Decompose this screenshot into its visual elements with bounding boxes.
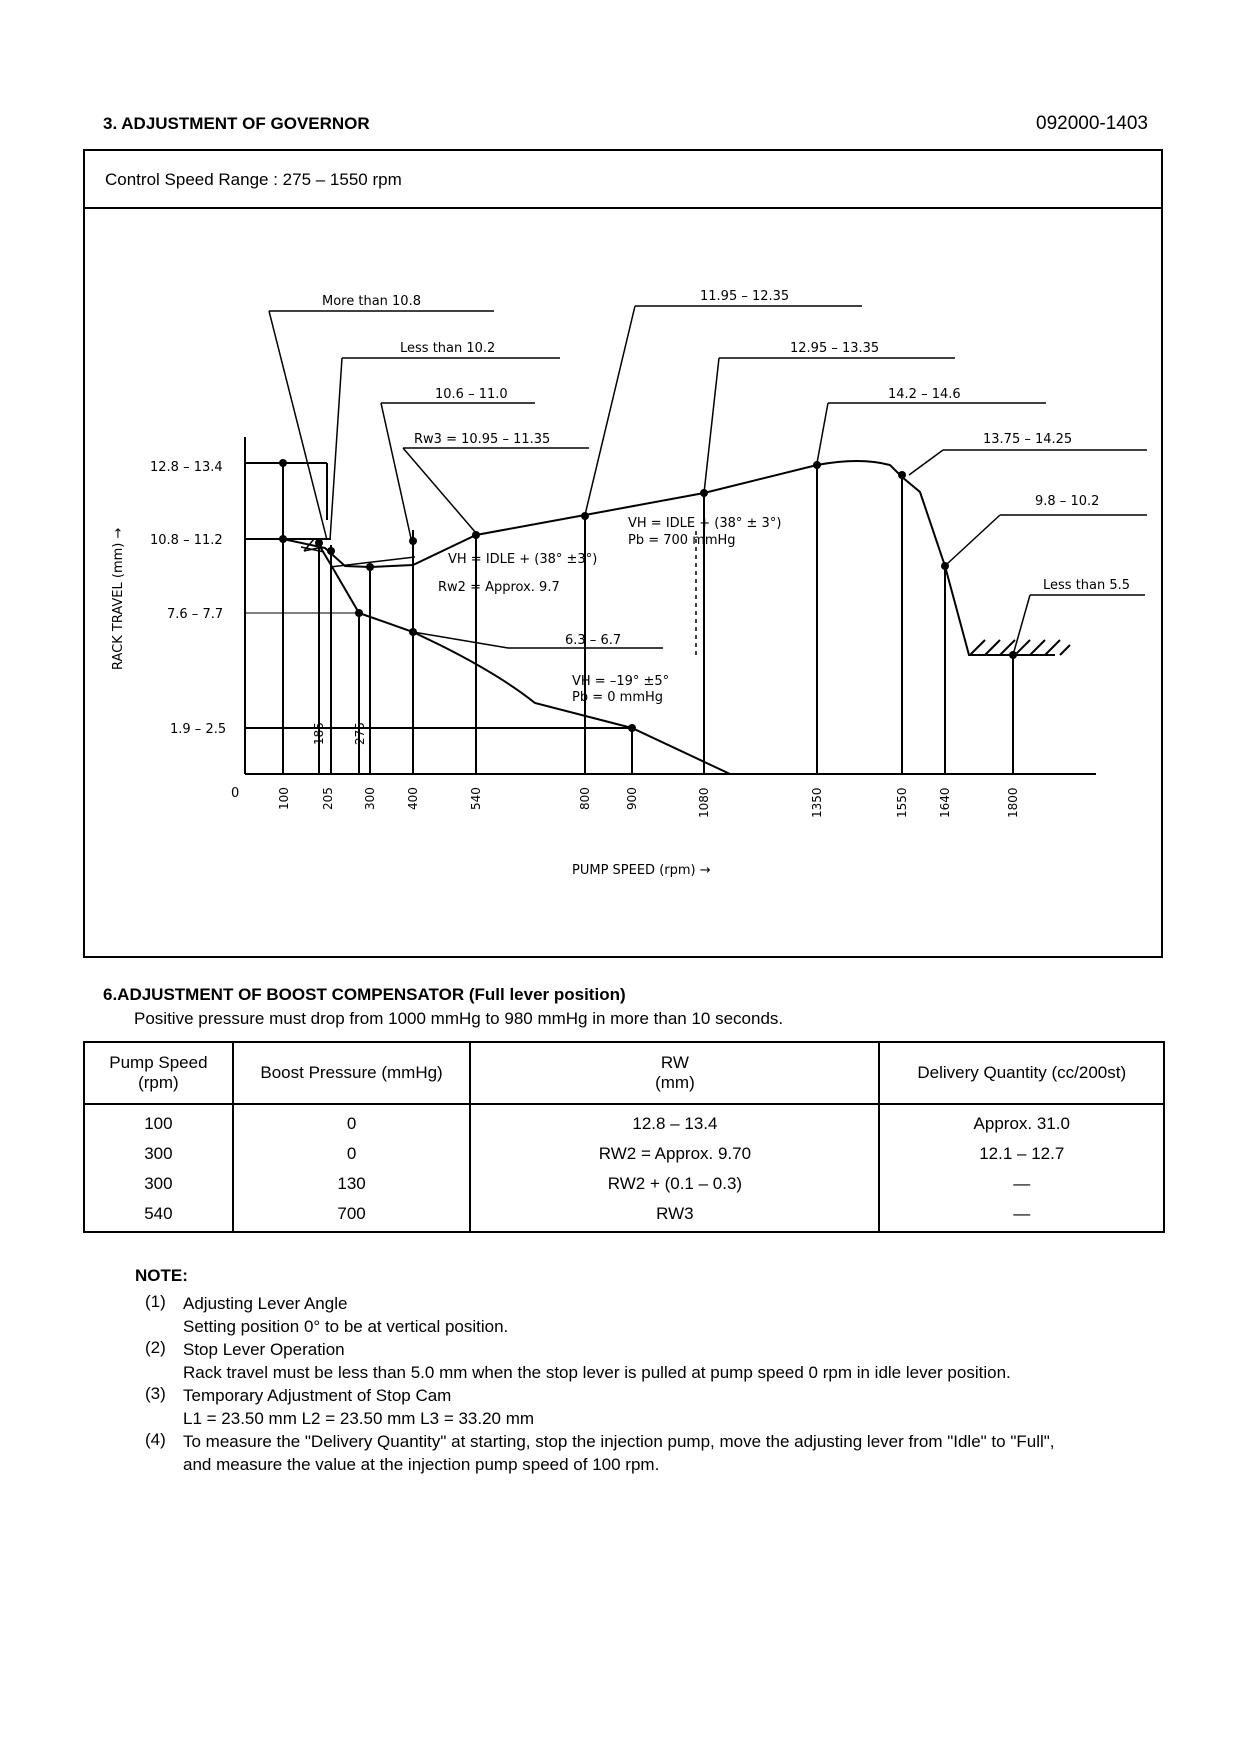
- note-text: Rack travel must be less than 5.0 mm when the stop lever is pulled at pump speed 0 rpm in idle lever position.: [183, 1363, 1011, 1382]
- callout-vh-neg: VH = –19° ±5°: [572, 674, 670, 689]
- col-rw: RW (mm): [470, 1042, 879, 1104]
- cell: RW2 + (0.1 – 0.3): [470, 1169, 879, 1199]
- callout-13-75: 13.75 – 14.25: [983, 432, 1073, 447]
- callout-less-than-10-2: Less than 10.2: [400, 341, 496, 356]
- note-text: and measure the value at the injection pump speed of 100 rpm.: [183, 1455, 660, 1474]
- x-tick-label: 400: [406, 787, 420, 810]
- cell: 100: [84, 1104, 233, 1139]
- inner-tick-label: 185: [312, 722, 326, 745]
- callout-vh-idle-right: VH = IDLE + (38° ± 3°): [628, 516, 782, 531]
- x-tick-label: 100: [277, 787, 291, 810]
- note-heading: To measure the "Delivery Quantity" at starting, stop the injection pump, move the adjusting lever from "Idle" to "Full",: [183, 1432, 1055, 1451]
- y-tick-label: 12.8 – 13.4: [150, 460, 223, 475]
- cell: 300: [84, 1139, 233, 1169]
- table-header-row: [84, 1042, 1164, 1104]
- x-tick-label: 205: [321, 787, 335, 810]
- x-tick-label: 800: [578, 787, 592, 810]
- cell: 12.8 – 13.4: [470, 1104, 879, 1139]
- boost-compensator-subtitle: Positive pressure must drop from 1000 mmHg to 980 mmHg in more than 10 seconds.: [134, 1009, 784, 1028]
- cell: 540: [84, 1199, 233, 1232]
- note-number: (3): [145, 1384, 166, 1403]
- x-tick-label: 1080: [697, 787, 711, 818]
- note-item: [145, 1338, 1165, 1384]
- table-row: [84, 1199, 1164, 1232]
- table-row: [84, 1139, 1164, 1169]
- cell: —: [879, 1169, 1164, 1199]
- col-boost-pressure: Boost Pressure (mmHg): [233, 1042, 471, 1104]
- cell: 0: [233, 1104, 471, 1139]
- callout-less-than-5-5: Less than 5.5: [1043, 578, 1131, 593]
- y-tick-label: 10.8 – 11.2: [150, 533, 223, 548]
- origin-label: 0: [231, 786, 240, 801]
- cell: Approx. 31.0: [879, 1104, 1164, 1139]
- boost-compensator-table: [83, 1041, 1165, 1233]
- stop-hatch: [970, 640, 1070, 655]
- notes-list: [145, 1292, 1165, 1476]
- cell: 0: [233, 1139, 471, 1169]
- note-number: (1): [145, 1292, 166, 1311]
- note-text: Setting position 0° to be at vertical position.: [183, 1317, 509, 1336]
- cell: —: [879, 1199, 1164, 1232]
- callout-9-8: 9.8 – 10.2: [1035, 494, 1100, 509]
- callout-12-95: 12.95 – 13.35: [790, 341, 880, 356]
- note-heading: Stop Lever Operation: [183, 1340, 345, 1359]
- callout-rw3: Rw3 = 10.95 – 11.35: [414, 432, 551, 447]
- cell: 300: [84, 1169, 233, 1199]
- note-heading: Adjusting Lever Angle: [183, 1294, 348, 1313]
- callout-pb-700: Pb = 700 mmHg: [628, 533, 736, 548]
- callout-vh-idle-left: VH = IDLE + (38° ±3°): [448, 552, 598, 567]
- col-pump-speed: Pump Speed (rpm): [84, 1042, 233, 1104]
- cell: RW2 = Approx. 9.70: [470, 1139, 879, 1169]
- y-tick-label: 7.6 – 7.7: [167, 607, 224, 622]
- callout-6-3: 6.3 – 6.7: [565, 633, 622, 648]
- x-tick-label: 300: [363, 787, 377, 810]
- x-tick-label: 1640: [938, 787, 952, 818]
- x-axis-label: PUMP SPEED (rpm) →: [572, 863, 711, 878]
- notes-title: NOTE:: [135, 1266, 188, 1285]
- y-tick-label: 1.9 – 2.5: [170, 722, 227, 737]
- x-tick-label: 900: [625, 787, 639, 810]
- y-axis-label: RACK TRAVEL (mm) →: [111, 527, 126, 670]
- note-number: (2): [145, 1338, 166, 1357]
- cell: 700: [233, 1199, 471, 1232]
- inner-tick-label: 275: [353, 722, 367, 745]
- cell: 12.1 – 12.7: [879, 1139, 1164, 1169]
- note-item: [145, 1430, 1165, 1476]
- x-tick-label: 540: [469, 787, 483, 810]
- section-title: 3. ADJUSTMENT OF GOVERNOR: [103, 114, 370, 133]
- cell: 130: [233, 1169, 471, 1199]
- x-tick-label: 1350: [810, 787, 824, 818]
- cell: RW3: [470, 1199, 879, 1232]
- callout-11-95: 11.95 – 12.35: [700, 289, 790, 304]
- note-item: [145, 1292, 1165, 1338]
- callout-10-6: 10.6 – 11.0: [435, 387, 508, 402]
- callout-14-2: 14.2 – 14.6: [888, 387, 961, 402]
- callout-pb-0: Pb = 0 mmHg: [572, 690, 664, 705]
- col-delivery-quantity: Delivery Quantity (cc/200st): [879, 1042, 1164, 1104]
- note-text: L1 = 23.50 mm L2 = 23.50 mm L3 = 33.20 mm: [183, 1409, 535, 1428]
- x-tick-label: 1800: [1006, 787, 1020, 818]
- note-number: (4): [145, 1430, 166, 1449]
- boost-compensator-title: 6.ADJUSTMENT OF BOOST COMPENSATOR (Full lever position): [103, 985, 626, 1004]
- callout-rw2: Rw2 = Approx. 9.7: [438, 580, 560, 595]
- callout-more-than-10-8: More than 10.8: [322, 294, 421, 309]
- x-tick-label: 1550: [895, 787, 909, 818]
- note-heading: Temporary Adjustment of Stop Cam: [183, 1386, 452, 1405]
- control-speed-range: Control Speed Range : 275 – 1550 rpm: [105, 170, 402, 189]
- table-row: [84, 1104, 1164, 1139]
- part-number: 092000-1403: [1036, 113, 1148, 134]
- note-item: [145, 1384, 1165, 1430]
- full-load-curve: [283, 461, 1055, 655]
- table-row: [84, 1169, 1164, 1199]
